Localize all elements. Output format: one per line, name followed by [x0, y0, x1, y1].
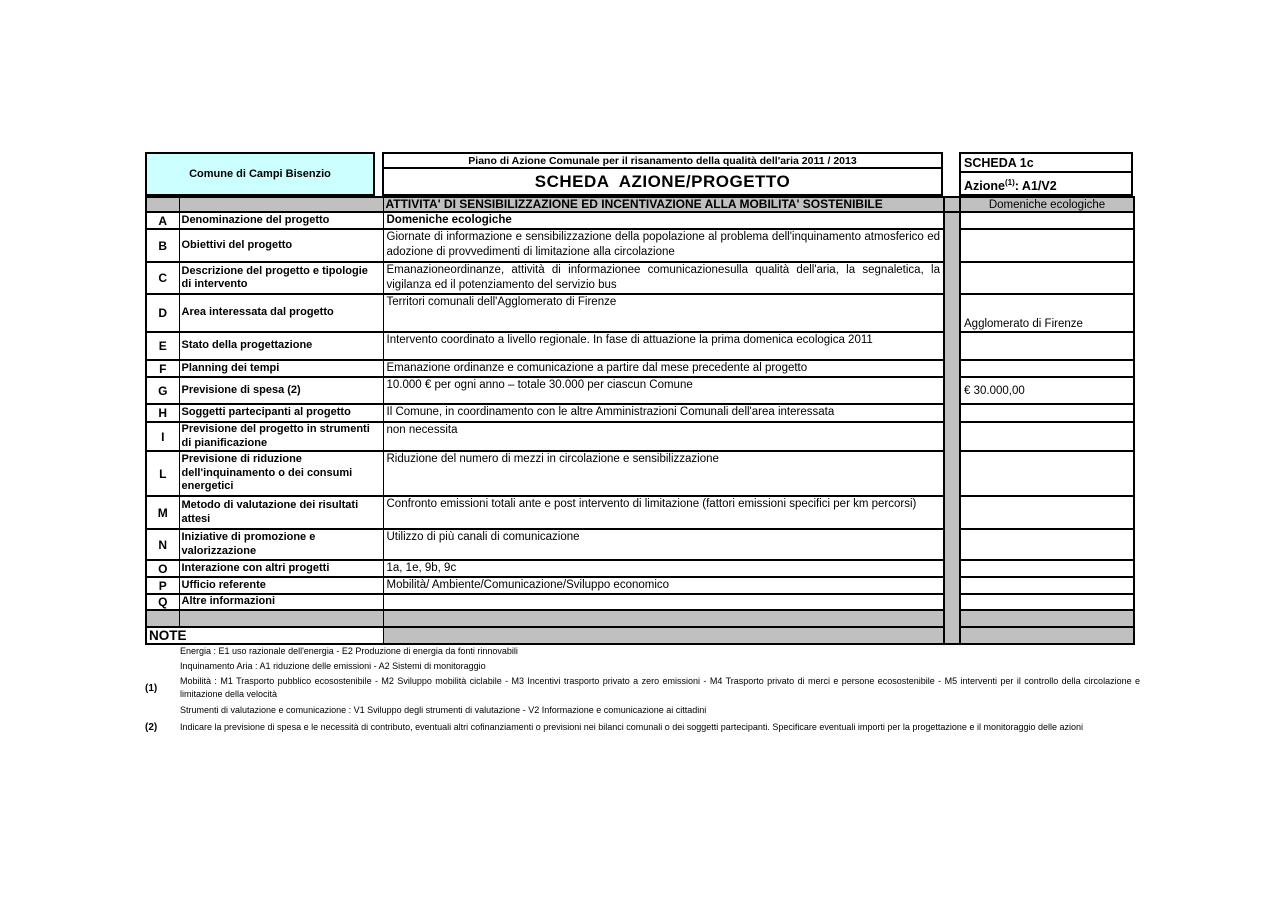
row-right-value	[960, 404, 1134, 422]
row-label: Planning dei tempi	[179, 360, 383, 377]
row-content: Territori comunali dell'Agglomerato di Firenze	[383, 294, 944, 332]
table-row-O	[146, 560, 1134, 577]
row-letter: E	[146, 332, 179, 360]
footnotes	[145, 645, 1140, 736]
row-letter: P	[146, 577, 179, 594]
row-content: Giornate di informazione e sensibilizzazione della popolazione al problema dell'inquinamento atmosferico ed adozione di provvedimenti di limitazione alla circolazione	[383, 229, 944, 262]
table-row-I	[146, 422, 1134, 451]
row-right-value: Agglomerato di Firenze	[960, 294, 1134, 332]
row-label: Interazione con altri progetti	[179, 560, 383, 577]
row-letter: L	[146, 451, 179, 496]
row-content: Domeniche ecologiche	[383, 212, 944, 229]
row-label: Iniziative di promozione e valorizzazione	[179, 529, 383, 560]
row-label: Previsione di riduzione dell'inquinamento o dei consumi energetici	[179, 451, 383, 496]
row-letter: A	[146, 212, 179, 229]
row-right-value	[960, 451, 1134, 496]
activity-title: ATTIVITA' DI SENSIBILIZZAZIONE ED INCENTIVAZIONE ALLA MOBILITA' SOSTENIBILE	[383, 197, 944, 212]
table-row-C	[146, 262, 1134, 294]
footnote-mobilita: Mobilità : M1 Trasporto pubblico ecosostenibile - M2 Sviluppo mobilità ciclabile - M3 Incentivi trasporto privato a zero emissioni - M4 Trasporto privato di merci e persone ecosostenibile - M5 interventi per il controllo della circolazione e limitazione della velocità	[180, 676, 1140, 699]
table-row-B	[146, 229, 1134, 262]
row-content: non necessita	[383, 422, 944, 451]
action-footnote-mark: (1)	[1004, 178, 1015, 187]
row-right-value	[960, 577, 1134, 594]
row-content: Riduzione del numero di mezzi in circolazione e sensibilizzazione	[383, 451, 944, 496]
row-right-value	[960, 560, 1134, 577]
row-letter: N	[146, 529, 179, 560]
row-letter: H	[146, 404, 179, 422]
footnote-2-row	[145, 721, 1140, 734]
note-content-cell	[383, 627, 944, 644]
pre-note-content-cell	[383, 610, 944, 627]
row-label: Altre informazioni	[179, 594, 383, 610]
title-box	[382, 152, 943, 196]
footnote-energia: Energia : E1 uso razionale dell'energia - E2 Produzione di energia da fonti rinnovabili	[180, 646, 518, 656]
row-content: 1a, 1e, 9b, 9c	[383, 560, 944, 577]
row-label: Descrizione del progetto e tipologie di intervento	[179, 262, 383, 294]
row-letter: C	[146, 262, 179, 294]
row-label: Soggetti partecipanti al progetto	[179, 404, 383, 422]
table-row-F	[146, 360, 1134, 377]
row-letter: D	[146, 294, 179, 332]
municipality-title: Comune di Campi Bisenzio	[145, 152, 375, 196]
table-row-D	[146, 294, 1134, 332]
table-row-P	[146, 577, 1134, 594]
row-letter: I	[146, 422, 179, 451]
row-content: Mobilità/ Ambiente/Comunicazione/Sviluppo economico	[383, 577, 944, 594]
row-label: Previsione del progetto in strumenti di pianificazione	[179, 422, 383, 451]
row-label: Obiettivi del progetto	[179, 229, 383, 262]
table-row-G	[146, 377, 1134, 404]
row-content: Utilizzo di più canali di comunicazione	[383, 529, 944, 560]
table-row-Q	[146, 594, 1134, 610]
row-content	[383, 594, 944, 610]
table-row-L	[146, 451, 1134, 496]
row-letter: B	[146, 229, 179, 262]
row-right-value	[960, 529, 1134, 560]
row-right-value	[960, 360, 1134, 377]
note-row	[146, 627, 1134, 644]
table-row-A	[146, 212, 1134, 229]
activity-band-row	[146, 197, 1134, 212]
pre-note-label-cell	[179, 610, 383, 627]
row-label: Ufficio referente	[179, 577, 383, 594]
row-right-value	[960, 229, 1134, 262]
footnote-1-row	[145, 675, 1140, 701]
project-sheet-table	[145, 196, 1135, 645]
row-right-value	[960, 262, 1134, 294]
sheet-title: SCHEDA AZIONE/PROGETTO	[534, 172, 791, 191]
footnote-previsione: Indicare la previsione di spesa e le necessità di contributo, eventuali altri cofinanziamenti o previsioni nei bilanci comunali o dei soggetti partecipanti. Specificare eventuali importi per la progettazione e il monitoraggio delle azioni	[180, 722, 1084, 732]
note-right-cell	[960, 627, 1134, 644]
row-content: 10.000 € per ogni anno – totale 30.000 per ciascun Comune	[383, 377, 944, 404]
row-right-value	[960, 496, 1134, 529]
pre-note-row	[146, 610, 1134, 627]
row-label: Denominazione del progetto	[179, 212, 383, 229]
footnote-2-marker: (2)	[145, 722, 158, 733]
reference-box	[959, 152, 1133, 196]
table-row-N	[146, 529, 1134, 560]
row-letter: F	[146, 360, 179, 377]
row-right-value	[960, 422, 1134, 451]
table-row-M	[146, 496, 1134, 529]
row-content: Emanazioneordinanze, attività di informazionee comunicazionesulla qualità dell'aria, la segnaletica, la vigilanza ed il potenziamento del servizio bus	[383, 262, 944, 294]
row-letter: O	[146, 560, 179, 577]
project-sheet	[145, 152, 1140, 733]
table-row-H	[146, 404, 1134, 422]
footnote-strumenti: Strumenti di valutazione e comunicazione : V1 Sviluppo degli strumenti di valutazione - V2 Informazione e comunicazione ai cittadini	[180, 705, 707, 715]
row-right-value	[960, 594, 1134, 610]
row-label: Previsione di spesa (2)	[179, 377, 383, 404]
pre-note-right-cell	[960, 610, 1134, 627]
footnote-inquinamento: Inquinamento Aria : A1 riduzione delle emissioni - A2 Sistemi di monitoraggio	[180, 661, 486, 671]
band-label-cell	[179, 197, 383, 212]
separator-strip	[944, 212, 960, 644]
action-ref	[961, 173, 1131, 194]
row-letter: Q	[146, 594, 179, 610]
pre-note-letter-cell	[146, 610, 179, 627]
row-label: Stato della progettazione	[179, 332, 383, 360]
row-right-value	[960, 332, 1134, 360]
sheet-ref: SCHEDA 1c	[961, 154, 1131, 173]
note-label: NOTE	[146, 627, 383, 644]
row-content: Il Comune, in coordinamento con le altre Amministrazioni Comunali dell'area interessata	[383, 404, 944, 422]
row-right-value: € 30.000,00	[960, 377, 1134, 404]
band-letter-cell	[146, 197, 179, 212]
row-content: Emanazione ordinanze e comunicazione a partire dal mese precedente al progetto	[383, 360, 944, 377]
separator-strip-band	[944, 197, 960, 212]
sheet-header	[145, 152, 1133, 196]
row-label: Metodo di valutazione dei risultati attesi	[179, 496, 383, 529]
table-row-E	[146, 332, 1134, 360]
row-label: Area interessata dal progetto	[179, 294, 383, 332]
action-label: Azione	[964, 179, 1005, 194]
footnote-1-marker: (1)	[145, 682, 158, 694]
row-content: Intervento coordinato a livello regionale. In fase di attuazione la prima domenica ecologica 2011	[383, 332, 944, 360]
plan-title: Piano di Azione Comunale per il risanamento della qualità dell'aria 2011 / 2013	[384, 154, 941, 169]
row-content: Confronto emissioni totali ante e post intervento di limitazione (fattori emissioni specifici per km percorsi)	[383, 496, 944, 529]
row-letter: G	[146, 377, 179, 404]
row-right-value	[960, 212, 1134, 229]
row-letter: M	[146, 496, 179, 529]
action-tag: Domeniche ecologiche	[960, 197, 1134, 212]
action-value: : A1/V2	[1014, 179, 1057, 194]
